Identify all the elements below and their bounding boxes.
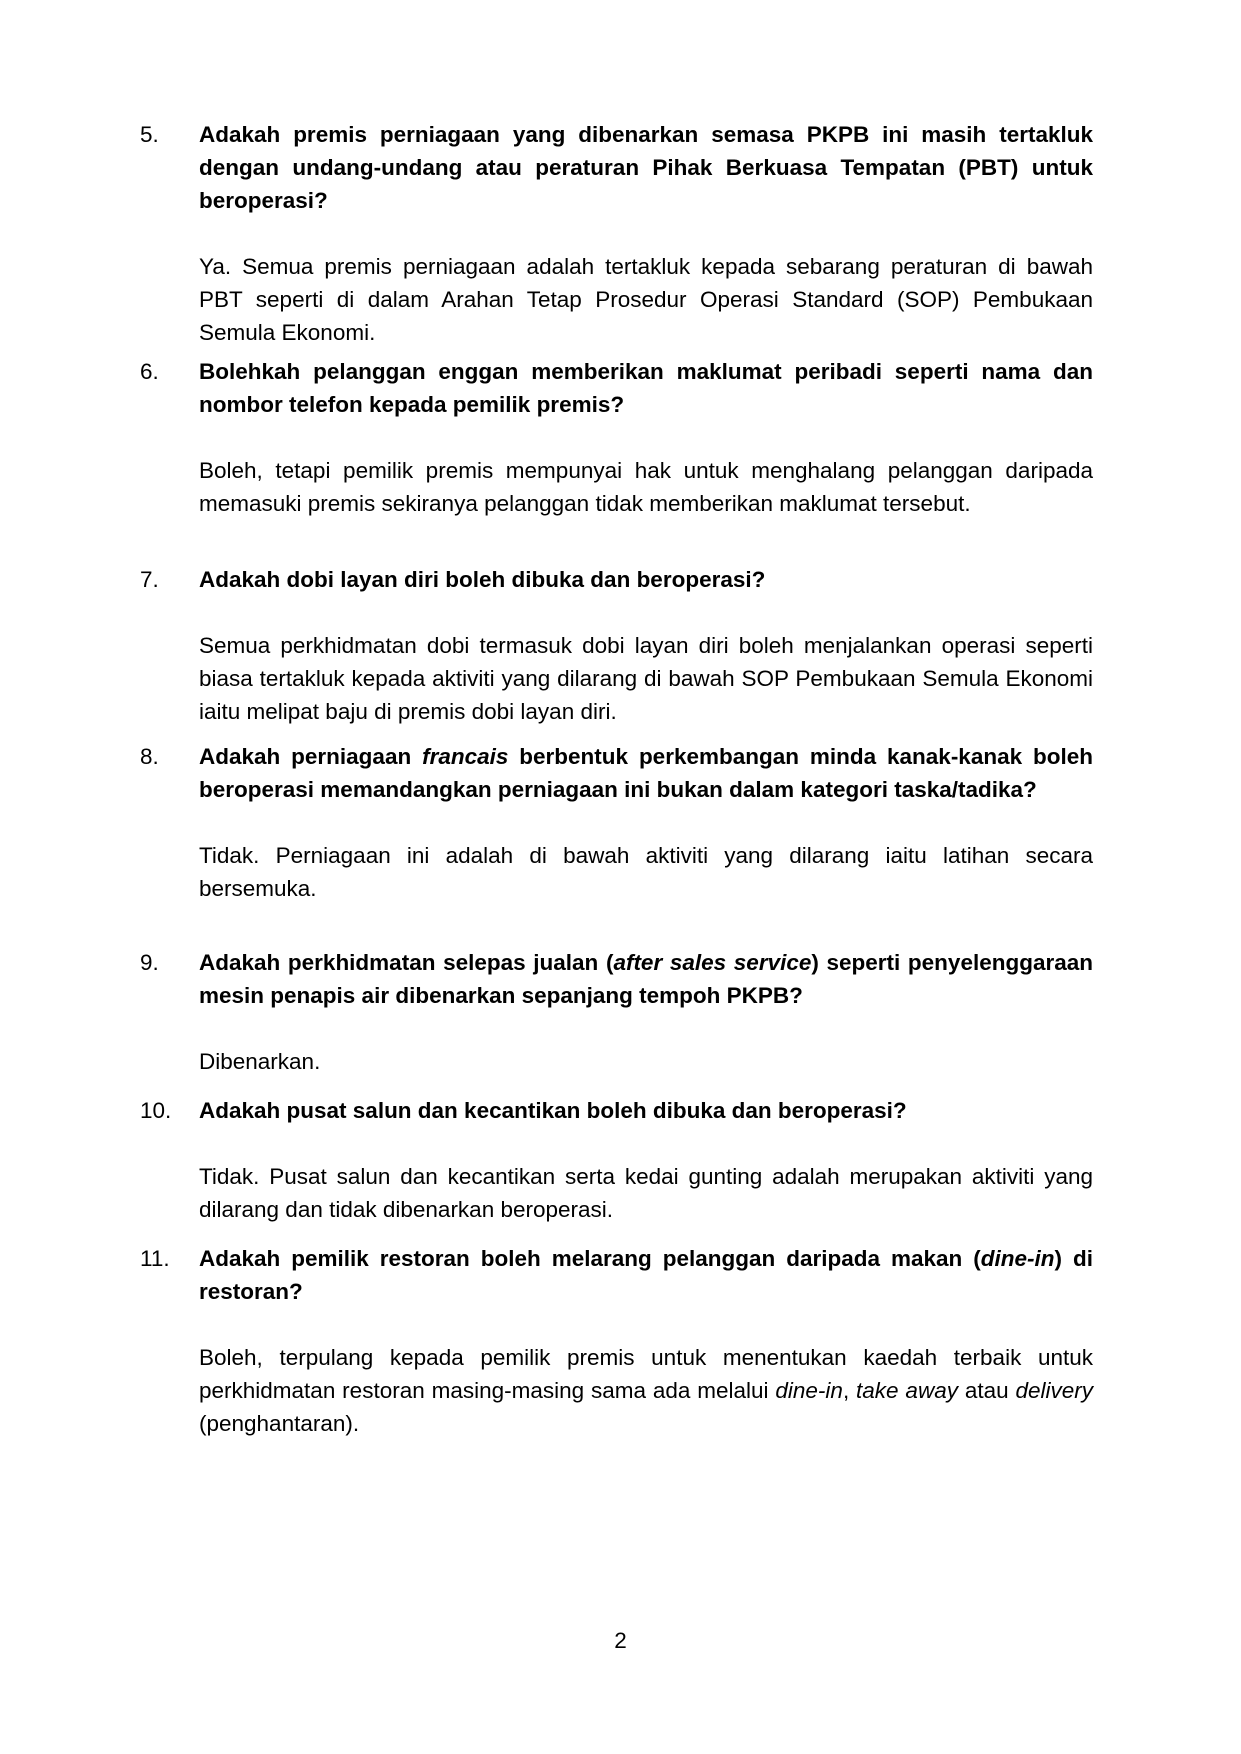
answer-segment: Semua perkhidmatan dobi termasuk dobi layan diri boleh menjalankan operasi seperti biasa tertakluk kepada aktiviti yang dilarang di bawah SOP Pembukaan Semula Ekonomi iaitu melipat baju di premis dobi layan diri. — [199, 633, 1093, 724]
answer-segment: , — [842, 1378, 857, 1403]
item-number: 8. — [140, 744, 159, 769]
question-segment: Bolehkah pelanggan enggan memberikan maklumat peribadi seperti nama dan nombor telefon kepada pemilik premis? — [199, 359, 1093, 417]
question-text — [199, 355, 1093, 421]
question-text — [199, 1242, 1093, 1308]
question-segment-italic: dine-in — [980, 1246, 1055, 1271]
answer-segment-italic: delivery — [1015, 1378, 1093, 1403]
answer-text — [199, 250, 1093, 349]
item-number: 5. — [140, 122, 159, 147]
answer-segment-italic: dine-in — [775, 1378, 843, 1403]
answer-segment: Boleh, terpulang kepada pemilik premis untuk menentukan kaedah terbaik untuk perkhidmatan restoran masing-masing sama ada melalui — [199, 1345, 1093, 1403]
question-segment: Adakah dobi layan diri boleh dibuka dan beroperasi? — [199, 567, 766, 592]
item-number: 6. — [140, 359, 159, 384]
item-number: 10. — [140, 1098, 172, 1123]
question-segment: Adakah pusat salun dan kecantikan boleh dibuka dan beroperasi? — [199, 1098, 907, 1123]
item-number: 7. — [140, 567, 159, 592]
question-text — [199, 1094, 1093, 1127]
answer-text — [199, 1160, 1093, 1226]
answer-segment: atau — [957, 1378, 1016, 1403]
question-text — [199, 946, 1093, 1012]
question-text — [199, 563, 1093, 596]
question-segment: Adakah premis perniagaan yang dibenarkan semasa PKPB ini masih tertakluk dengan undang-undang atau peraturan Pihak Berkuasa Tempatan (PBT) untuk beroperasi? — [199, 122, 1093, 213]
item-number: 11. — [140, 1246, 170, 1271]
answer-text — [199, 839, 1093, 905]
item-number: 9. — [140, 950, 159, 975]
answer-text — [199, 1341, 1093, 1440]
question-segment-italic: francais — [422, 744, 509, 769]
answer-text — [199, 629, 1093, 728]
answer-segment: Boleh, tetapi pemilik premis mempunyai hak untuk menghalang pelanggan daripada memasuki premis sekiranya pelanggan tidak memberikan maklumat tersebut. — [199, 458, 1093, 516]
question-text — [199, 118, 1093, 217]
question-segment-italic: after sales service — [613, 950, 812, 975]
question-segment: Adakah pemilik restoran boleh melarang pelanggan daripada makan ( — [199, 1246, 981, 1271]
page-number: 2 — [614, 1628, 627, 1653]
answer-segment-italic: take away — [856, 1378, 958, 1403]
answer-segment: (penghantaran). — [199, 1411, 360, 1436]
question-segment: berbentuk perkembangan minda kanak-kanak boleh beroperasi memandangkan perniagaan ini bukan dalam kategori taska/tadika? — [199, 744, 1093, 802]
question-segment: ) di restoran? — [199, 1246, 1093, 1304]
answer-text — [199, 454, 1093, 520]
answer-segment: Dibenarkan. — [199, 1049, 321, 1074]
answer-segment: Tidak. Perniagaan ini adalah di bawah aktiviti yang dilarang iaitu latihan secara bersemuka. — [199, 843, 1093, 901]
answer-text — [199, 1045, 1093, 1078]
question-segment: Adakah perkhidmatan selepas jualan ( — [199, 950, 614, 975]
question-segment: ) seperti penyelenggaraan mesin penapis air dibenarkan sepanjang tempoh PKPB? — [199, 950, 1093, 1008]
answer-segment: Tidak. Pusat salun dan kecantikan serta kedai gunting adalah merupakan aktiviti yang dilarang dan tidak dibenarkan beroperasi. — [199, 1164, 1093, 1222]
question-segment: Adakah perniagaan — [199, 744, 423, 769]
answer-segment: Ya. Semua premis perniagaan adalah tertakluk kepada sebarang peraturan di bawah PBT seperti di dalam Arahan Tetap Prosedur Operasi Standard (SOP) Pembukaan Semula Ekonomi. — [199, 254, 1093, 345]
question-text — [199, 740, 1093, 806]
